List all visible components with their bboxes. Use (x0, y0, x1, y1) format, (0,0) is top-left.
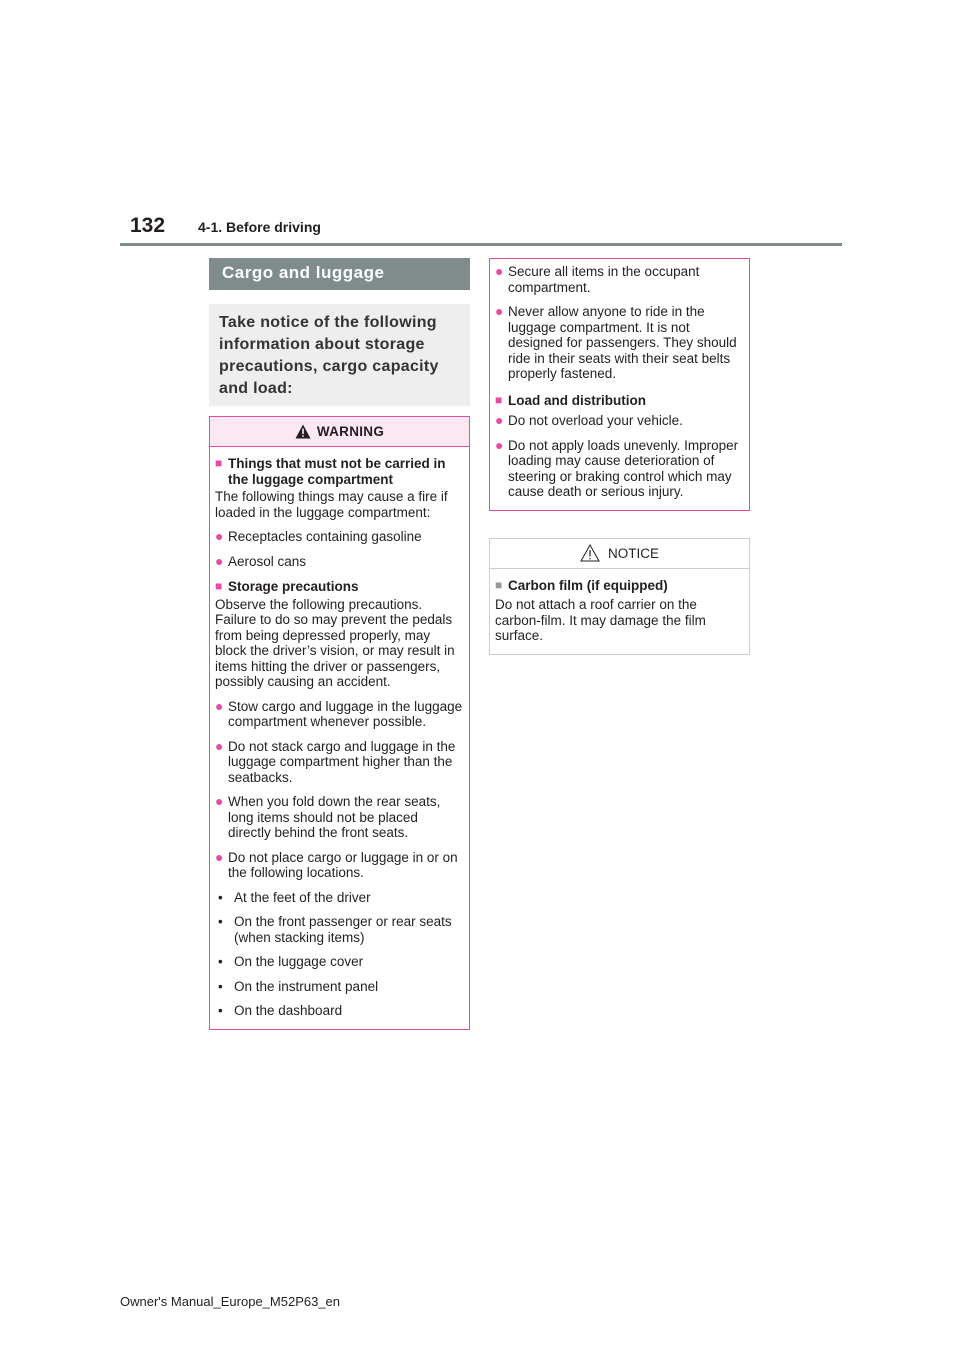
list-item-text: When you fold down the rear seats, long items should not be placed directly behind the front seats. (228, 794, 441, 840)
warning-triangle-icon (295, 424, 311, 439)
circle-bullet-icon: ● (495, 436, 504, 453)
caution-triangle-icon (580, 544, 600, 562)
list-item (215, 850, 464, 881)
warning-body (210, 447, 469, 1029)
circle-bullet-icon: ● (215, 697, 224, 714)
small-bullet-icon: • (218, 889, 223, 905)
list-item (215, 699, 464, 730)
notice-box (489, 538, 750, 655)
subheading (495, 578, 744, 594)
list-item-text: Stow cargo and luggage in the luggage compartment whenever possible. (228, 698, 463, 729)
sub-list-item-text: On the luggage cover (234, 954, 364, 969)
circle-bullet-icon: ● (215, 737, 224, 754)
circle-bullet-icon: ● (495, 263, 504, 279)
sub-list-item (215, 1003, 464, 1019)
small-bullet-icon: • (218, 954, 223, 969)
list-item-text: Secure all items in the occupant compartment. (508, 264, 700, 295)
page-number: 132 (130, 214, 166, 237)
subheading-text: Things that must not be carried in the luggage compartment (228, 456, 446, 487)
right-column (489, 258, 750, 655)
list-item-text: Do not place cargo or luggage in or on the following locations. (228, 849, 458, 880)
warning-header (210, 417, 469, 447)
list-item-text: Do not overload your vehicle. (508, 413, 683, 428)
square-bullet-icon: ■ (495, 577, 503, 592)
circle-bullet-icon: ● (215, 793, 224, 809)
paragraph: Observe the following precautions. Failure to do so may prevent the pedals from being depressed properly, may block the driver’s vision, or may result in items hitting the driver or passengers, possibly causing an accident. (215, 596, 455, 689)
sub-list-item-text: On the instrument panel (234, 978, 379, 994)
paragraph: The following things may cause a fire if loaded in the luggage compartment: (215, 489, 448, 520)
square-bullet-icon: ■ (495, 392, 503, 407)
list-item (495, 264, 744, 295)
circle-bullet-icon: ● (495, 412, 504, 428)
small-bullet-icon: • (218, 914, 223, 929)
list-item-text: Do not apply loads unevenly. Improper loading may cause deterioration of steering or braking control which may cause death or serious injury. (508, 437, 739, 499)
list-item (215, 794, 464, 841)
sub-list-item-text: On the dashboard (234, 1003, 343, 1018)
sub-list-item (215, 954, 464, 970)
square-bullet-icon: ■ (215, 579, 223, 593)
sub-list-item-text: On the front passenger or rear seats (when stacking items) (234, 914, 452, 945)
circle-bullet-icon: ● (215, 848, 224, 865)
list-item-text: Aerosol cans (228, 553, 307, 569)
notice-body (490, 569, 749, 654)
subheading-text: Load and distribution (508, 392, 646, 408)
small-bullet-icon: • (218, 1003, 223, 1018)
circle-bullet-icon: ● (495, 303, 504, 319)
footer-text: Owner's Manual_Europe_M52P63_en (120, 1294, 341, 1309)
circle-bullet-icon: ● (215, 528, 224, 544)
warning-box-continued (489, 258, 750, 511)
sub-list-item (215, 890, 464, 906)
chapter-title: 4-1. Before driving (198, 219, 321, 235)
list-item-text: Receptacles containing gasoline (228, 529, 422, 544)
sub-list-item (215, 979, 464, 995)
intro-text: Take notice of the following information about storage precautions, cargo capacity and load: (219, 314, 439, 397)
list-item (215, 739, 464, 786)
subheading (215, 579, 464, 595)
warning-label: WARNING (316, 424, 385, 439)
subheading-text: Carbon film (if equipped) (508, 577, 668, 593)
notice-label: NOTICE (607, 545, 659, 561)
list-item-text: Do not stack cargo and luggage in the luggage compartment higher than the seatbacks. (228, 738, 456, 785)
list-item-text: Never allow anyone to ride in the luggage compartment. It is not designed for passengers. They should ride in their seats with their seat belts properly fastened. (508, 304, 737, 381)
left-column (209, 258, 470, 1030)
list-item (495, 413, 744, 429)
header-divider (120, 243, 842, 246)
small-bullet-icon: • (218, 978, 223, 994)
subheading (215, 456, 464, 487)
warning-box (209, 416, 470, 1030)
sub-list-item-text: At the feet of the driver (234, 889, 371, 905)
warning-body (490, 259, 749, 510)
paragraph: Do not attach a roof carrier on the carbon-film. It may damage the film surface. (495, 597, 706, 643)
list-item (215, 529, 464, 545)
section-title: Cargo and luggage (209, 258, 470, 290)
list-item (215, 554, 464, 570)
list-item (495, 304, 744, 382)
square-bullet-icon: ■ (215, 456, 223, 470)
intro-box (209, 304, 470, 406)
subheading (495, 393, 744, 409)
list-item (495, 438, 744, 500)
notice-header (490, 539, 749, 569)
subheading-text: Storage precautions (228, 579, 359, 594)
circle-bullet-icon: ● (215, 552, 224, 569)
sub-list-item (215, 914, 464, 945)
